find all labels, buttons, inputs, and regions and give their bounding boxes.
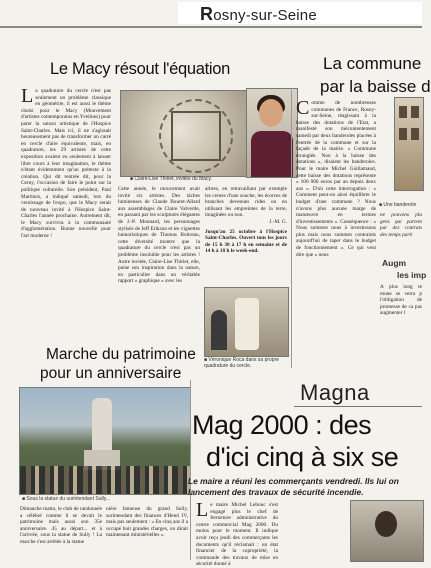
article-commune-col3: A plus long te mune se verra p l'obligation de promesse de ca pas augmenter l — [380, 284, 422, 317]
section-kicker: Magna — [300, 380, 370, 405]
photo-caption: ■ Claire-Lise Thiriet, invitée du Macy. — [130, 176, 213, 182]
article-title-marche-line2: pour un anniversaire — [40, 365, 182, 382]
dropcap: L — [21, 85, 34, 107]
article-title-commune-line2: par la baisse d — [320, 77, 431, 96]
article-macy-col3: arbres, en retravaillant par exemple les cernes d'une souche, les écorces de branches devenues rides ou en utilisant les empreintes de la terre, imaginées ou non. J.-M. G. Jusqu'au 25 octobre à l'Hospice Saint-Charles. Ouvert tous les jours de 15 h 30 à 17 h en semaine et de 14 h à 18 h le week-end. — [205, 186, 287, 255]
dropcap: L — [196, 499, 209, 521]
header-rule — [0, 26, 422, 28]
subheading: les imp — [397, 270, 427, 280]
article-title-commune-line1: La commune — [323, 54, 422, 73]
portrait-photo — [350, 500, 424, 562]
group-photo — [19, 387, 191, 495]
signature: J.-M. G. — [269, 218, 287, 225]
dropcap: C — [296, 97, 310, 119]
article-macy-col2: Cette année, le mouvement avait invité six artistes. Des tâches lumineuses de Claude Bouret-Allard aux assemblages de Claire Valverde, en passant par les sculptures élégantes de J.-P. Monnard, les personnages stylisés de Jeff Erikson et les vignettes humoristiques de Thomas Boitreau, cette diversité montre que la quadrature du cercle n'est pas un problème insoluble pour les artistes ! Autre invitée, Claire-Lise Thiriet, elle, puise son inspiration dans la nature, en particulier dans un véritable rapport « graphique » avec les — [118, 186, 200, 285]
article-marche-col2: nière fameuse du grand Sully, surintendant des finances d'Henri IV, mais pas seulement : « En cinq ans il a occupé huit grandes charges, on dirait maintenant ministérielles ». — [106, 506, 188, 539]
kicker-rule — [294, 406, 422, 407]
article-title-marche-line1: Marche du patrimoine — [46, 346, 196, 363]
photo-caption: ■ Une banderole — [379, 202, 417, 208]
column-divider — [291, 88, 292, 368]
article-lead: Le maire a réuni les commerçants vendredi. Ils lui on lancement des travaux de sécurité incendie. — [188, 476, 399, 497]
banner-photo — [394, 97, 424, 191]
photo-caption: ■ Véronique Roca dans sa propre quadrature du cercle. — [204, 357, 280, 369]
article-title-mag2000-line1: Mag 2000 : des — [192, 410, 372, 440]
exhibition-info: Jusqu'au 25 octobre à l'Hospice Saint-Charles. Ouvert tous les jours de 15 h 30 à 17 h en semaine et de 14 h à 18 h le week-end. — [205, 228, 287, 255]
article-macy-col1: La quadrature du cercle n'est pas seulement un problème classique en géométrie, il est aussi le thème choisi pour le Macy (Mouvement d'artistes contemporains en Yvelines) pour parer la saison artistique de l'Hospice Saint-Charles. Mais ici, il ne s'agissait heureusement pas de transformer un carré en cercle d'aire équivalente, mais, en quadrature, les 29 artistes de cette exposition avaient eu seulement à laisser libre cours à leur imagination, le thème n'étant évidemment qu'un prétexte à la création. Qui dit rentrée dit, pour la Cerny, l'occasion de faire le point sur la politique culturelle. Son président, Paul Martinez, a indiqué samedi, lors du vernissage de l'expo, que le Macy serait de nouveau invité à l'Hospice Saint-Charles l'année prochaine. Autrement dit, le Macy survivra à la communauté d'agglomération. Bonne nouvelle pour l'art moderne ! — [21, 85, 111, 240]
column-divider — [190, 380, 191, 560]
photo-caption: ■ Sous la statue du surintendant Sully... — [22, 496, 110, 502]
article-title-macy: Le Macy résout l'équation — [50, 60, 231, 78]
sculpture-photo — [204, 287, 289, 357]
subheading: Augm — [382, 258, 407, 268]
article-mag2000-col1: Le maire Michel Lebouc s'est engagé plus le chef de fermeture administrative du centre commercial Mag 2000. Du moins pour le moment. Il indique avoir reçu jeudi des commerçants les documents qu'il réclamait : un état financier de la copropriété, la commande des travaux de mise en sécurité donné à — [196, 499, 278, 568]
article-title-mag2000-line2: d'ici cinq à six se — [206, 442, 399, 472]
section-name: osny-sur-Seine — [213, 7, 317, 24]
section-header: Rosny-sur-Seine — [200, 4, 317, 24]
article-marche-col1: Dimanche matin, le club de randonnée a célébré comme il se devait le patrimoine mais aussi son 35e anniversaire. 45 au départ... et à l'arrivée, sous la statue de Sully ! La marche s'est arrêtée à la statue — [20, 506, 102, 545]
article-commune-col1: Comme de nombreuses communes de France, Rosny-sur-Seine, réagissant à la baisse des dotations de l'Etat, a manifesté son mécontentement samedi par deux banderoles placées à l'entrée de la commune et sur la façade de la mairie. « Commune étranglée. Non à la baisse des dotations », disaient les banderoles. Pour le maire Michel Guillamaud, cette baisse des dotations représente « 100 000 euros par an depuis deux ans ». D'où cette interrogation : « Comment peut-on ainsi équilibrer le budget d'une commune ? Nous n'avons plus aucune marge de manœuvre en termes d'investissements ». Conséquence : « Nous sommes nous à investissons plus mais nous sommes contraints aujourd'hui de taper dans le budget de fonctionnement ». Ce qui veut dire que « nous — [296, 97, 376, 258]
article-commune-col2: ne pouvons plu gens qui partent par des contrats des temps parti — [380, 212, 422, 238]
